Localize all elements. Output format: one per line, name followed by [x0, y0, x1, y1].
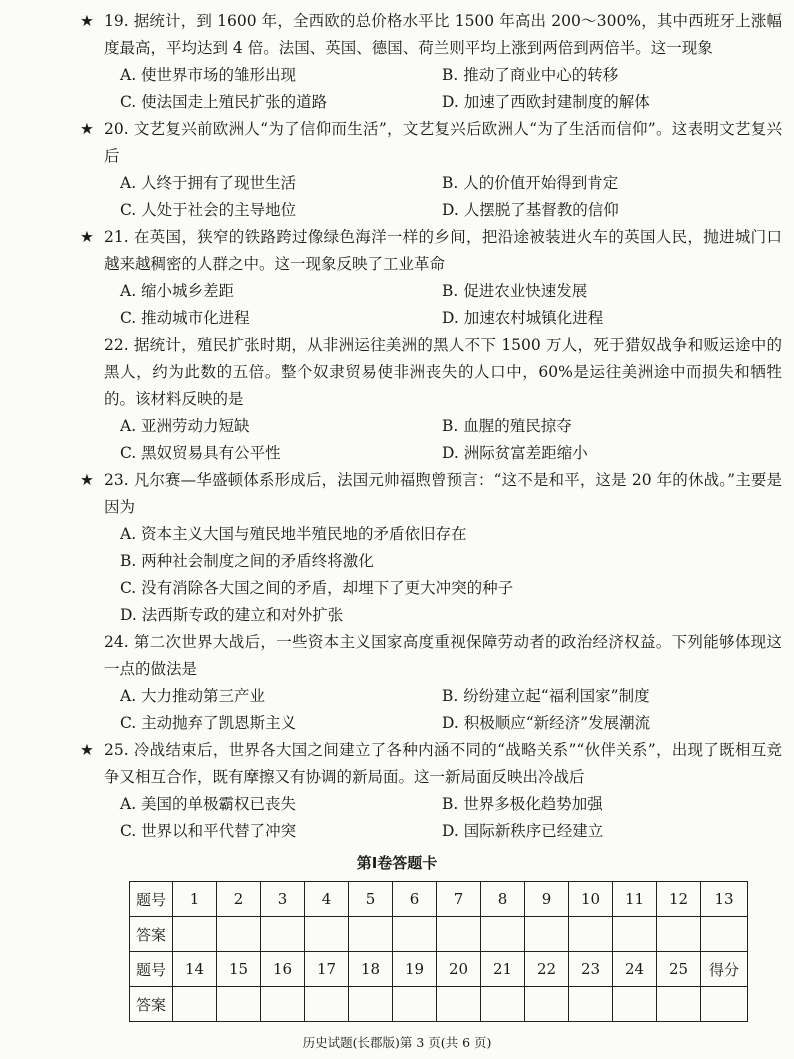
option-c: C. 推动城市化进程: [120, 309, 250, 327]
option-c: C. 主动抛弃了凯恩斯主义: [120, 714, 297, 732]
option-b: B. 人的价值开始得到肯定: [442, 174, 619, 192]
number-cell: 11: [613, 882, 657, 917]
star-icon: ★: [80, 741, 94, 759]
answer-cell[interactable]: [657, 917, 701, 952]
option-a: A. 缩小城乡差距: [120, 282, 235, 300]
answer-cell[interactable]: [613, 987, 657, 1022]
option-d: D. 法西斯专政的建立和对外扩张: [120, 606, 344, 624]
answer-cell[interactable]: [437, 917, 481, 952]
star-icon: ★: [80, 120, 94, 138]
number-cell: 17: [305, 952, 349, 987]
option-d: D. 加速农村城镇化进程: [442, 309, 604, 327]
option-d: D. 加速了西欧封建制度的解体: [442, 93, 650, 111]
answer-cell[interactable]: [173, 987, 217, 1022]
option-c: C. 使法国走上殖民扩张的道路: [120, 93, 328, 111]
answer-cell[interactable]: [305, 987, 349, 1022]
header-cell: 答案: [130, 987, 173, 1022]
stem-text: 23. 凡尔赛—华盛顿体系形成后，法国元帅福煦曾预言：“这不是和平，这是 20 年的休战。”主要是因为: [104, 471, 782, 516]
question-stem: [0, 737, 794, 791]
question-stem: [0, 629, 794, 683]
page-footer: 历史试题(长郡版)第 3 页(共 6 页): [302, 1035, 492, 1050]
table-row: [130, 917, 748, 952]
option-a: A. 亚洲劳动力短缺: [120, 417, 250, 435]
header-cell: 答案: [130, 917, 173, 952]
number-cell: 21: [481, 952, 525, 987]
answer-card-title: 第Ⅰ卷答题卡: [356, 854, 438, 872]
answer-cell[interactable]: [305, 917, 349, 952]
question-23: [0, 467, 794, 629]
number-cell: 15: [217, 952, 261, 987]
option-a: A. 大力推动第三产业: [120, 687, 266, 705]
answer-cell[interactable]: [525, 987, 569, 1022]
number-cell: 10: [569, 882, 613, 917]
answer-cell[interactable]: [701, 917, 748, 952]
option-a: A. 美国的单极霸权已丧失: [120, 795, 297, 813]
header-cell: 题号: [130, 952, 173, 987]
answer-cell[interactable]: [217, 917, 261, 952]
table-row: [130, 987, 748, 1022]
number-cell: 14: [173, 952, 217, 987]
star-icon: ★: [80, 12, 94, 30]
number-cell: 18: [349, 952, 393, 987]
question-20: [0, 116, 794, 224]
option-d: D. 积极顺应“新经济”发展潮流: [442, 714, 651, 732]
table-row: [130, 882, 748, 917]
answer-cell[interactable]: [437, 987, 481, 1022]
option-c: C. 黑奴贸易具有公平性: [120, 444, 281, 462]
answer-cell[interactable]: [393, 917, 437, 952]
answer-cell[interactable]: [481, 987, 525, 1022]
option-a: A. 资本主义大国与殖民地半殖民地的矛盾依旧存在: [120, 525, 467, 543]
answer-cell[interactable]: [569, 987, 613, 1022]
answer-cell[interactable]: [613, 917, 657, 952]
star-icon: ★: [80, 471, 94, 489]
number-cell: 7: [437, 882, 481, 917]
number-cell: 16: [261, 952, 305, 987]
number-cell: 25: [657, 952, 701, 987]
question-25: [0, 737, 794, 845]
option-a: A. 人终于拥有了现世生活: [120, 174, 297, 192]
number-cell: 22: [525, 952, 569, 987]
answer-cell[interactable]: [657, 987, 701, 1022]
answer-cell[interactable]: [393, 987, 437, 1022]
header-cell: 题号: [130, 882, 173, 917]
option-d: D. 人摆脱了基督教的信仰: [442, 201, 619, 219]
option-d: D. 洲际贫富差距缩小: [442, 444, 588, 462]
stem-text: 22. 据统计，殖民扩张时期，从非洲运往美洲的黑人不下 1500 万人，死于猎奴战争和贩运途中的黑人，约为此数的五倍。整个奴隶贸易使非洲丧失的人口中，60%是运往美洲途中而损失和牺牲的。该材料反映的是: [104, 336, 782, 408]
option-b: B. 世界多极化趋势加强: [442, 795, 603, 813]
question-stem: [0, 467, 794, 521]
number-cell: 19: [393, 952, 437, 987]
answer-cell[interactable]: [481, 917, 525, 952]
number-cell: 5: [349, 882, 393, 917]
option-b: B. 两种社会制度之间的矛盾终将激化: [120, 552, 374, 570]
stem-text: 25. 冷战结束后，世界各大国之间建立了各种内涵不同的“战略关系”“伙伴关系”，出现了既相互竞争又相互合作，既有摩擦又有协调的新局面。这一新局面反映出冷战后: [104, 741, 782, 786]
number-cell: 4: [305, 882, 349, 917]
score-label-cell: 得分: [701, 952, 748, 987]
answer-cell[interactable]: [349, 917, 393, 952]
number-cell: 24: [613, 952, 657, 987]
option-a: A. 使世界市场的雏形出现: [120, 66, 297, 84]
number-cell: 8: [481, 882, 525, 917]
question-24: [0, 629, 794, 737]
question-stem: [0, 332, 794, 413]
number-cell: 3: [261, 882, 305, 917]
star-icon: ★: [80, 228, 94, 246]
table-row: [130, 952, 748, 987]
stem-text: 21. 在英国，狭窄的铁路跨过像绿色海洋一样的乡间，把沿途被装进火车的英国人民，抛进城门口越来越稠密的人群之中。这一现象反映了工业革命: [104, 228, 782, 273]
answer-cell[interactable]: [261, 987, 305, 1022]
option-b: B. 血腥的殖民掠夺: [442, 417, 572, 435]
question-19: [0, 8, 794, 116]
option-c: C. 没有消除各大国之间的矛盾，却埋下了更大冲突的种子: [120, 579, 514, 597]
option-c: C. 世界以和平代替了冲突: [120, 822, 297, 840]
score-cell[interactable]: [701, 987, 748, 1022]
question-stem: [0, 8, 794, 62]
number-cell: 20: [437, 952, 481, 987]
question-stem: [0, 224, 794, 278]
stem-text: 24. 第二次世界大战后，一些资本主义国家高度重视保障劳动者的政治经济权益。下列能够体现这一点的做法是: [104, 633, 782, 678]
answer-cell[interactable]: [525, 917, 569, 952]
answer-cell[interactable]: [261, 917, 305, 952]
answer-cell[interactable]: [217, 987, 261, 1022]
option-b: B. 促进农业快速发展: [442, 282, 588, 300]
answer-cell[interactable]: [349, 987, 393, 1022]
question-21: [0, 224, 794, 332]
answer-card-table: [129, 881, 748, 1022]
number-cell: 2: [217, 882, 261, 917]
option-b: B. 推动了商业中心的转移: [442, 66, 619, 84]
option-c: C. 人处于社会的主导地位: [120, 201, 297, 219]
number-cell: 23: [569, 952, 613, 987]
answer-cell[interactable]: [569, 917, 613, 952]
option-b: B. 纷纷建立起“福利国家”制度: [442, 687, 650, 705]
number-cell: 9: [525, 882, 569, 917]
number-cell: 13: [701, 882, 748, 917]
answer-cell[interactable]: [173, 917, 217, 952]
stem-text: 19. 据统计，到 1600 年，全西欧的总价格水平比 1500 年高出 200～300%，其中西班牙上涨幅度最高，平均达到 4 倍。法国、英国、德国、荷兰则平均上涨到两倍到两倍半。这一现象: [104, 12, 782, 57]
option-d: D. 国际新秩序已经建立: [442, 822, 604, 840]
number-cell: 1: [173, 882, 217, 917]
stem-text: 20. 文艺复兴前欧洲人“为了信仰而生活”，文艺复兴后欧洲人“为了生活而信仰”。这表明文艺复兴后: [104, 120, 782, 165]
question-stem: [0, 116, 794, 170]
number-cell: 6: [393, 882, 437, 917]
number-cell: 12: [657, 882, 701, 917]
question-22: [0, 332, 794, 467]
